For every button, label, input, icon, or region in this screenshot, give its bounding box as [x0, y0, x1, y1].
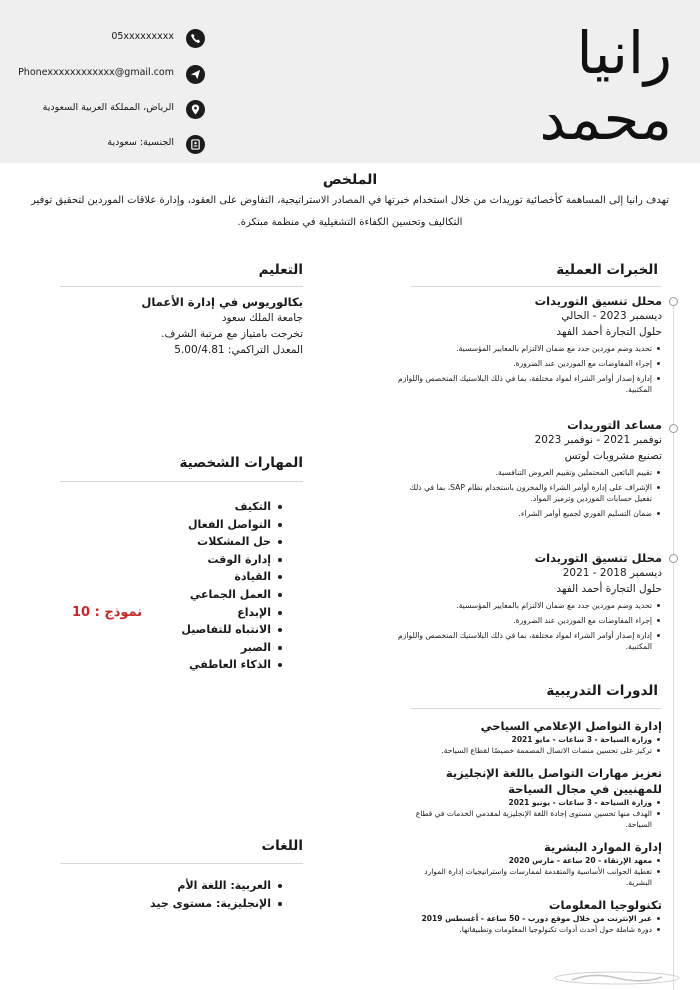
job-company: حلول التجارة أحمد الفهد [556, 583, 662, 595]
skills-list [160, 498, 283, 674]
skill-item: الانتباه للتفاصيل [160, 621, 283, 639]
course-entry [400, 839, 662, 888]
language-item: العربية: اللغة الأم [160, 877, 283, 895]
education-title: التعليم [258, 262, 303, 278]
contact-email [0, 61, 210, 87]
skill-item: العمل الجماعي [160, 586, 283, 604]
job-bullet: تحديد وضم موردين جدد مع ضمان الالتزام بالمعايير المؤسسية. [390, 600, 662, 611]
job-bullet: إدارة إصدار أوامر الشراء لمواد مختلفة، بما في ذلك البلاستيك المتخصص واللوازم المكتبية. [390, 630, 662, 652]
job-company: حلول التجارة أحمد الفهد [556, 326, 662, 338]
skill-item: إدارة الوقت [160, 551, 283, 569]
job-bullets [390, 467, 662, 519]
timeline-dot [669, 297, 678, 306]
phone-icon [186, 29, 205, 48]
job-entry [390, 551, 662, 656]
course-title: تعزيز مهارات التواصل باللغة الإنجليزية للمهنيين في مجال السياحة [445, 766, 662, 796]
course-entry [400, 765, 662, 830]
phone-text: 05xxxxxxxxx [111, 31, 174, 42]
course-entry [400, 897, 662, 935]
skill-item: التواصل الفعال [160, 516, 283, 534]
skill-item: القيادة [160, 568, 283, 586]
education-school: جامعة الملك سعود [221, 312, 303, 324]
course-title: تكنولوجيا المعلومات [548, 898, 662, 912]
courses-title: الدورات التدريبية [546, 683, 658, 699]
course-desc: دورة شاملة حول أحدث أدوات تكنولوجيا المعلومات وتطبيقاتها. [400, 924, 662, 935]
job-bullet: تحديد وضم موردين جدد مع ضمان الالتزام بالمعايير المؤسسية. [390, 343, 662, 354]
education-honors: تخرجت بامتياز مع مرتبة الشرف. [161, 328, 303, 340]
job-company: تصنيع مشروبات لوتس [564, 450, 662, 462]
course-desc: تركيز على تحسين منصات الاتصال المصممة خصيصًا لقطاع السياحة. [400, 745, 662, 756]
languages-divider [60, 863, 303, 864]
email-text: Phonexxxxxxxxxxxx@gmail.com [18, 67, 174, 78]
job-bullets [390, 343, 662, 395]
watermark-logo-icon [552, 968, 682, 986]
education-entry [60, 294, 303, 358]
send-icon [186, 65, 205, 84]
job-title: محلل تنسيق التوريدات [534, 551, 662, 565]
header-band [0, 0, 700, 163]
experience-title: الخبرات العملية [556, 262, 658, 278]
location-pin-icon [186, 100, 205, 119]
skills-divider [60, 481, 303, 482]
job-bullet: تقييم البائعين المحتملين وتقييم العروض التنافسية. [390, 467, 662, 478]
job-bullet: إجراء المفاوضات مع الموردين عند الضرورة. [390, 615, 662, 626]
course-meta: وزارة السياحة - 3 ساعات - يونيو 2021 [400, 797, 662, 808]
last-name: محمد [539, 85, 672, 153]
skill-item: حل المشكلات [160, 533, 283, 551]
languages-title: اللغات [261, 838, 303, 854]
course-entry [400, 718, 662, 756]
timeline-dot [669, 554, 678, 563]
experience-divider [410, 286, 662, 287]
first-name: رانيا [576, 19, 672, 87]
job-bullet: الإشراف على إدارة أوامر الشراء والمخزون باستخدام نظام SAP، بما في ذلك تفعيل حسابات الموردين وترميز المواد. [390, 482, 662, 504]
course-meta: معهد الإرتقاء - 20 ساعة - مارس 2020 [400, 855, 662, 866]
job-dates: نوفمبر 2021 - نوفمبر 2023 [534, 434, 662, 446]
job-title: محلل تنسيق التوريدات [534, 294, 662, 308]
course-title: إدارة الموارد البشرية [544, 840, 662, 854]
skill-item: التكيف [160, 498, 283, 516]
job-entry [390, 418, 662, 523]
course-desc: تغطية الجوانب الأساسية والمتقدمة لممارسات واستراتيجيات إدارة الموارد البشرية. [400, 866, 662, 888]
contact-phone [0, 25, 210, 51]
course-desc: الهدف منها تحسين مستوى إجادة اللغة الإنجليزية لمقدمي الخدمات في قطاع السياحة. [400, 808, 662, 830]
summary-text: تهدف رانيا إلى المساهمة كأخصائية توريدات من خلال استخدام خبرتها في المصادر الاستراتيجية، التفاوض على العقود، وإدارة علاقات الموردين لتحقيق توفير التكاليف وتحسين الكفاءة التشغيلية في منظمة مبتكرة. [31, 195, 669, 228]
languages-list [150, 877, 283, 913]
model-label: نموذج : 10 [72, 605, 143, 620]
skills-title: المهارات الشخصية [179, 455, 303, 471]
job-dates: ديسمبر 2018 - 2021 [562, 567, 662, 579]
job-bullet: إجراء المفاوضات مع الموردين عند الضرورة. [390, 358, 662, 369]
education-divider [60, 286, 303, 287]
language-item: الإنجليزية: مستوى جيد [160, 895, 283, 913]
experience-timeline [673, 300, 674, 990]
timeline-dot [669, 424, 678, 433]
job-title: مساعد التوريدات [567, 418, 662, 432]
course-meta: عبر الإنترنت من خلال موقع دورب - 50 ساعة - أغسطس 2019 [400, 913, 662, 924]
contact-location [0, 96, 210, 122]
summary-title: الملخص [322, 172, 378, 188]
skill-item: الصبر [160, 639, 283, 657]
location-text: الرياض، المملكة العربية السعودية [42, 102, 174, 113]
id-card-icon [186, 135, 205, 154]
courses-divider [410, 708, 662, 709]
job-bullets [390, 600, 662, 652]
courses-list [400, 718, 662, 944]
education-gpa: المعدل التراكمي: 5.00/4.81 [174, 344, 303, 356]
skill-item: الإبداع [160, 604, 283, 622]
course-meta: وزارة السياحة - 3 ساعات - مايو 2021 [400, 734, 662, 745]
job-entry [390, 294, 662, 399]
skill-item: الذكاء العاطفي [160, 656, 283, 674]
job-bullet: ضمان التسليم الفوري لجميع أوامر الشراء. [390, 508, 662, 519]
nationality-text: الجنسية: سعودية [107, 137, 174, 148]
contact-nationality [0, 131, 210, 157]
job-bullet: إدارة إصدار أوامر الشراء لمواد مختلفة، بما في ذلك البلاستيك المتخصص واللوازم المكتبية. [390, 373, 662, 395]
job-dates: ديسمبر 2023 - الحالي [561, 310, 662, 322]
education-degree: بكالوريوس في إدارة الأعمال [141, 295, 303, 309]
course-title: إدارة التواصل الإعلامي السياحي [480, 719, 662, 733]
